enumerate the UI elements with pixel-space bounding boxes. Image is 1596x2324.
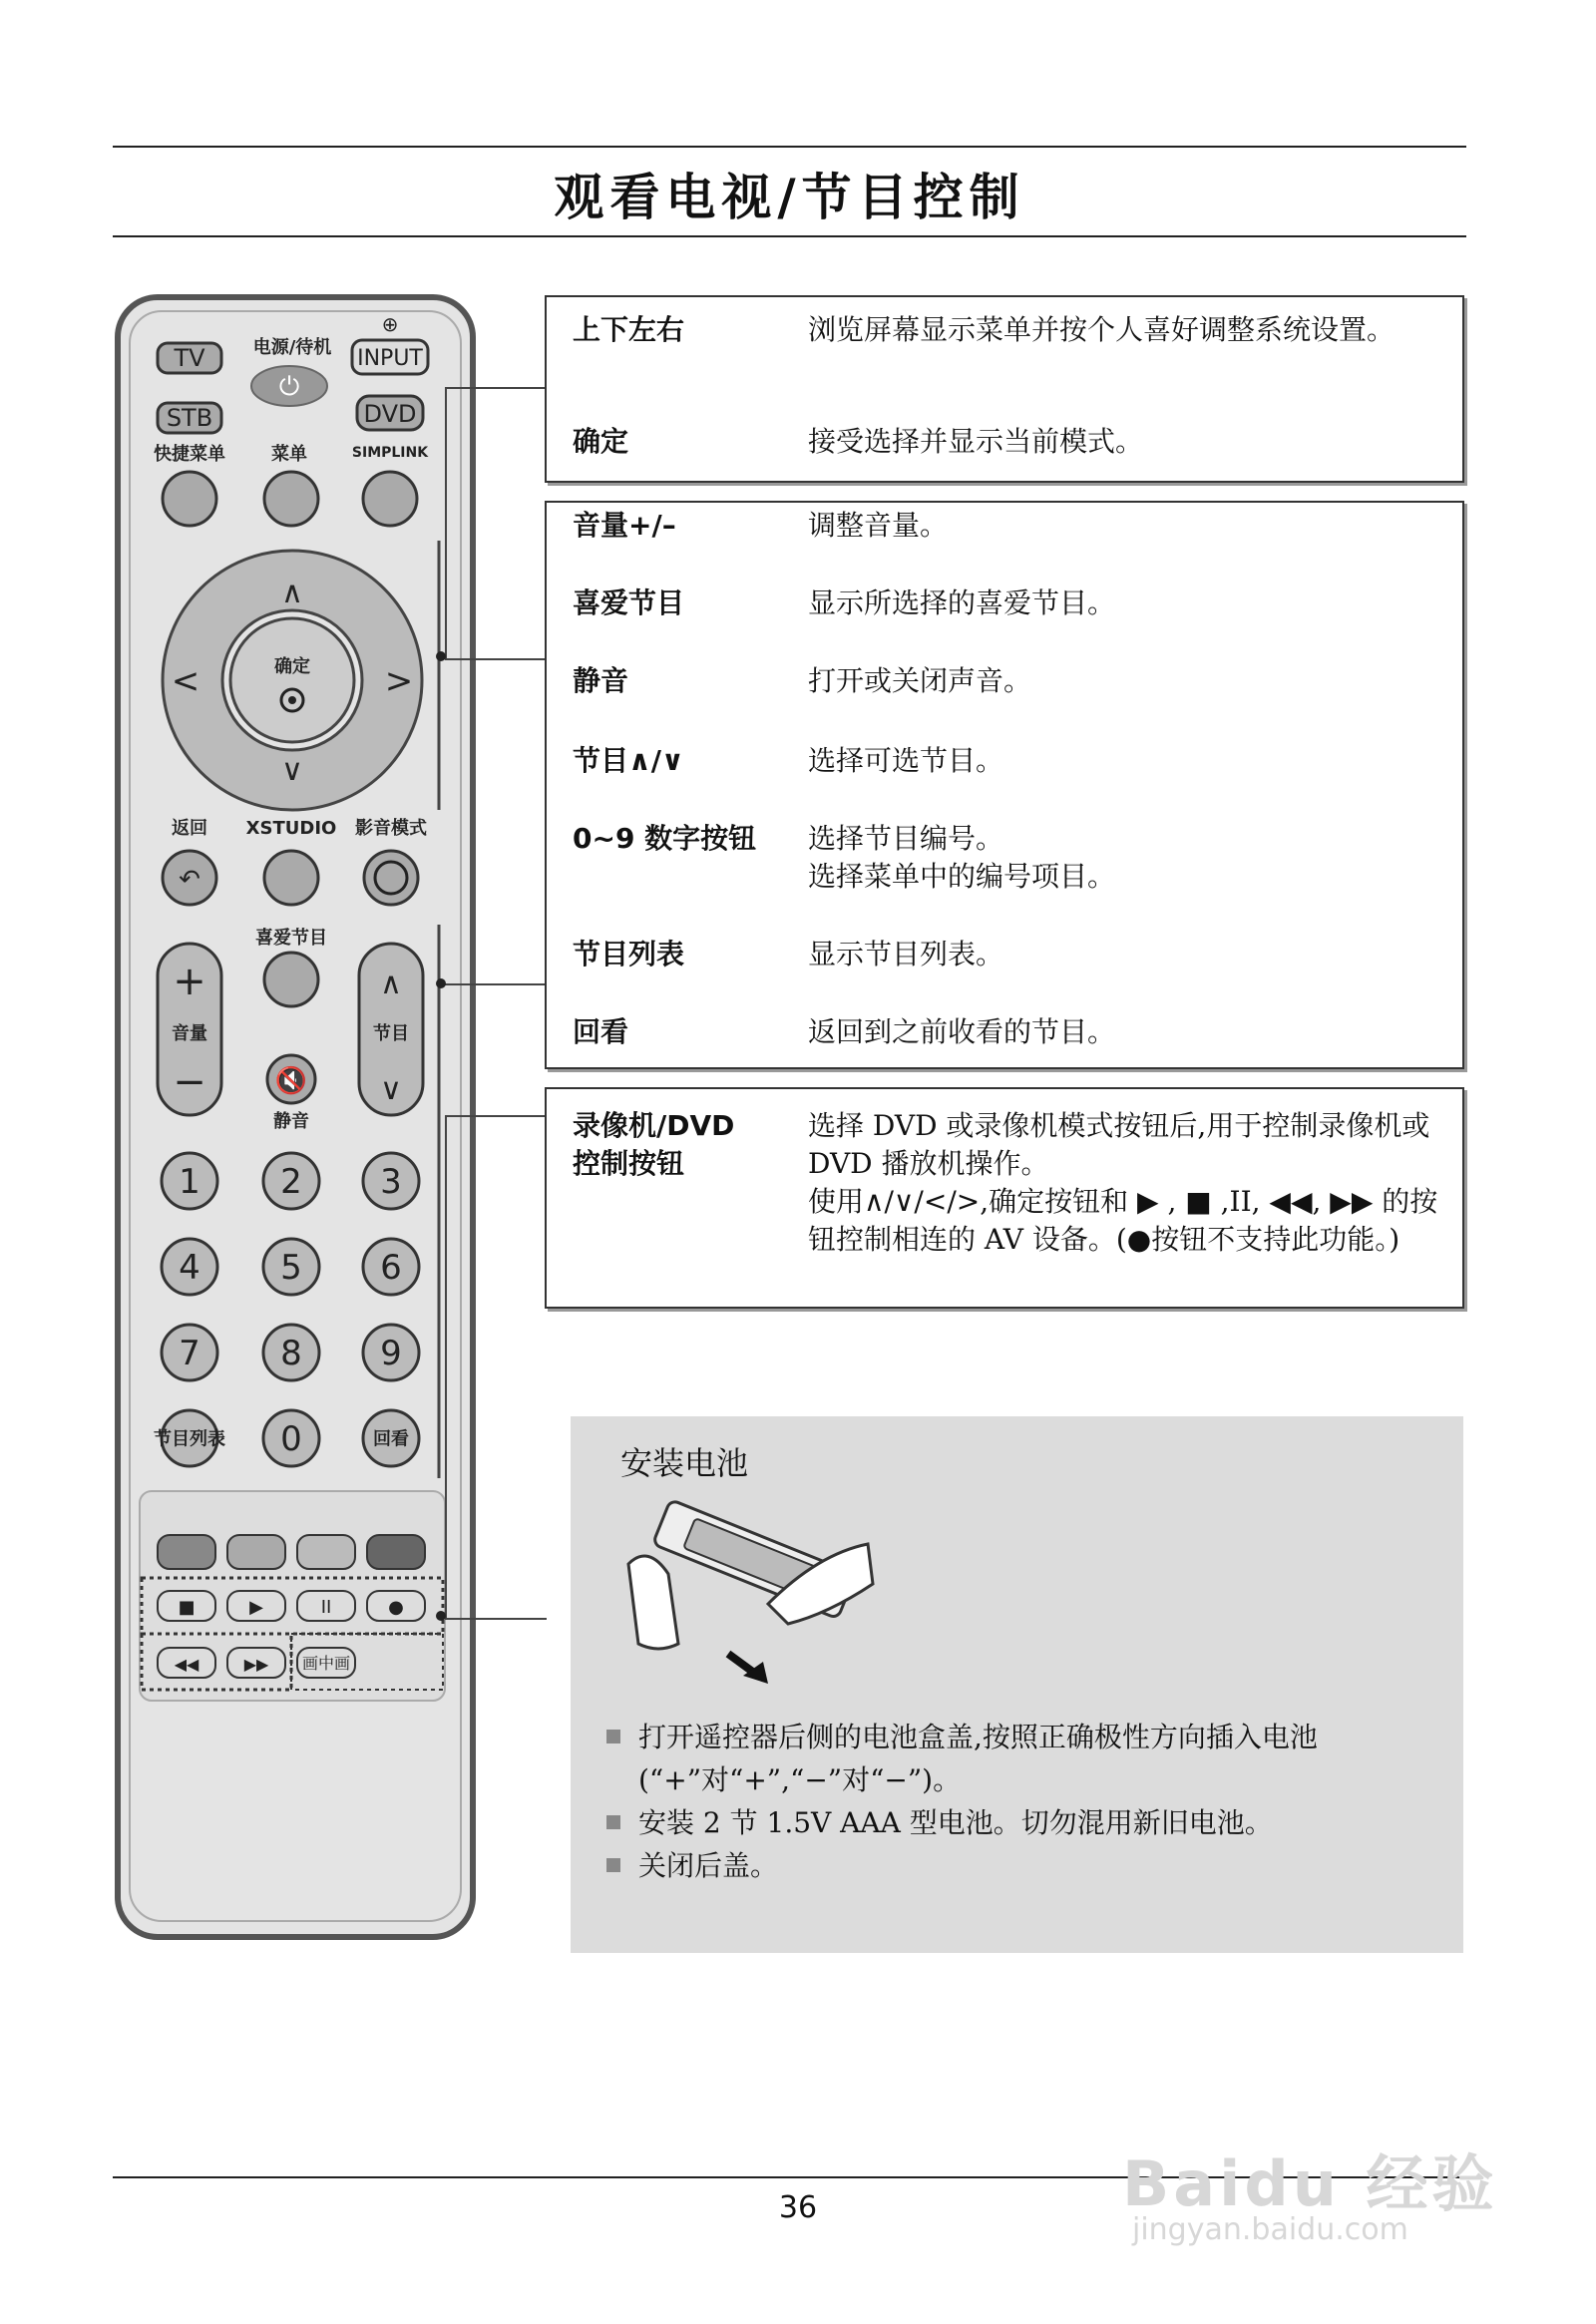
row-desc: 显示节目列表。 <box>808 938 1004 970</box>
left-arrow-icon: < <box>171 661 200 701</box>
tv-keys-box <box>545 501 1464 1069</box>
av-mode-button <box>364 851 418 905</box>
mute-icon: 🔇 <box>274 1066 308 1096</box>
input-label: INPUT <box>357 346 423 371</box>
row-desc-2: 使用∧/∨/</>,确定按钮和 ▶ , ■ ,II, ◀◀, ▶▶ 的按钮控制相连的 AV 设备。(●按钮不支持此功能。) <box>808 1185 1438 1256</box>
battery-install-illustration <box>618 1494 878 1684</box>
connector-dot-volume <box>436 978 446 988</box>
down-arrow-icon: ∨ <box>281 753 303 788</box>
row-desc: 打开或关闭声音。 <box>808 664 1032 697</box>
green-key <box>227 1535 285 1569</box>
row-desc: 浏览屏幕显示菜单并按个人喜好调整系统设置。 <box>808 313 1396 346</box>
digit-0-label: 0 <box>280 1419 302 1460</box>
page-number: 36 <box>778 2190 818 2225</box>
xstudio-label: XSTUDIO <box>245 818 337 839</box>
digit-8-label: 8 <box>280 1334 302 1374</box>
watermark-url: jingyan.baidu.com <box>1132 2212 1408 2247</box>
battery-instructions <box>604 1716 1443 1887</box>
up-arrow-icon: ∧ <box>281 576 303 610</box>
row-desc-2: 选择菜单中的编号项目。 <box>808 860 1116 893</box>
simplink-button <box>363 472 417 526</box>
volume-label: 音量 <box>172 1023 207 1044</box>
digit-6-label: 6 <box>380 1248 402 1289</box>
row-desc: 选择节目编号。 <box>808 822 1004 855</box>
remote-control-illustration <box>110 291 481 1945</box>
power-label: 电源/待机 <box>252 337 332 358</box>
right-arrow-icon: > <box>384 661 414 701</box>
row-desc: 调整音量。 <box>808 509 949 542</box>
digit-9-label: 9 <box>380 1334 402 1374</box>
digit-7-label: 7 <box>179 1334 200 1374</box>
row-term: 节目∧/∨ <box>573 744 684 777</box>
digit-3-label: 3 <box>380 1162 402 1203</box>
digit-1-label: 1 <box>179 1162 200 1203</box>
mute-label: 静音 <box>273 1111 309 1132</box>
row-desc: 显示所选择的喜爱节目。 <box>808 586 1116 619</box>
ok-label: 确定 <box>274 656 310 677</box>
row-term-2: 控制按钮 <box>573 1147 685 1180</box>
row-term: 音量+/– <box>573 509 676 542</box>
program-up-icon: ∧ <box>380 967 402 1001</box>
play-icon: ▶ <box>249 1597 263 1618</box>
simplink-label: SIMPLINK <box>351 445 429 461</box>
av-keys-box <box>545 1087 1464 1309</box>
quick-menu-button <box>163 472 216 526</box>
digit-5-label: 5 <box>280 1248 302 1289</box>
row-term: 确定 <box>573 425 629 458</box>
connector-playback <box>445 1115 547 1620</box>
quick-menu-label: 快捷菜单 <box>154 444 225 465</box>
program-list-label: 节目列表 <box>154 1428 225 1450</box>
menu-label: 菜单 <box>271 444 307 465</box>
stb-label: STB <box>166 404 213 432</box>
program-down-icon: ∨ <box>380 1072 402 1107</box>
xstudio-button <box>264 851 318 905</box>
pause-icon: II <box>320 1597 332 1618</box>
back-icon: ↶ <box>179 865 200 895</box>
title-underline <box>113 235 1466 237</box>
tv-label: TV <box>174 344 205 372</box>
connector-dot-dpad <box>436 651 446 661</box>
connector-dot-playback <box>436 1611 446 1621</box>
battery-title: 安装电池 <box>620 1444 749 1482</box>
row-term: 静音 <box>573 664 629 697</box>
input-icon: ⊕ <box>381 312 399 336</box>
row-desc: 选择可选节目。 <box>808 744 1004 777</box>
pip-label: 画中画 <box>301 1654 351 1673</box>
volume-minus-label: − <box>173 1059 206 1105</box>
digit-4-label: 4 <box>179 1248 200 1289</box>
row-term: 上下左右 <box>573 313 685 346</box>
av-mode-label: 影音模式 <box>355 818 427 839</box>
fav-button <box>264 953 318 1006</box>
top-rule <box>113 146 1466 148</box>
row-desc: 选择 DVD 或录像机模式按钮后,用于控制录像机或 DVD 播放机操作。 <box>808 1109 1430 1180</box>
rewind-icon: ◀◀ <box>174 1655 200 1674</box>
stop-icon: ■ <box>178 1597 196 1618</box>
dvd-label: DVD <box>363 400 417 428</box>
ok-button <box>230 618 354 742</box>
page-title: 观看电视/节目控制 <box>554 169 1025 226</box>
baidu-watermark <box>1122 2105 1551 2264</box>
row-term: 喜爱节目 <box>573 586 685 619</box>
flashback-label: 回看 <box>373 1428 409 1450</box>
yellow-key <box>297 1535 355 1569</box>
row-desc: 返回到之前收看的节目。 <box>808 1015 1116 1048</box>
watermark-logo: Baidu 经验 <box>1122 2147 1498 2220</box>
forward-icon: ▶▶ <box>243 1655 269 1674</box>
row-term: 节目列表 <box>573 938 685 970</box>
row-term: 0~9 数字按钮 <box>573 822 757 855</box>
blue-key <box>367 1535 425 1569</box>
power-icon: ⏻ <box>278 372 300 402</box>
digit-2-label: 2 <box>280 1162 302 1203</box>
record-icon: ● <box>388 1597 404 1618</box>
battery-panel <box>571 1416 1463 1953</box>
connector-volume <box>445 983 545 985</box>
program-label: 节目 <box>373 1023 409 1044</box>
battery-bullet: 安装 2 节 1.5V AAA 型电池。切勿混用新旧电池。 <box>604 1801 1443 1844</box>
row-term: 回看 <box>573 1015 629 1048</box>
row-desc: 接受选择并显示当前模式。 <box>808 425 1144 458</box>
battery-bullet: 打开遥控器后侧的电池盒盖,按照正确极性方向插入电池(“+”对“+”,“−”对“−”)。 <box>604 1716 1443 1801</box>
nav-keys-box <box>545 295 1464 483</box>
red-key <box>158 1535 215 1569</box>
fav-label: 喜爱节目 <box>255 928 327 949</box>
connector-dpad <box>445 387 547 660</box>
back-label: 返回 <box>172 818 207 839</box>
battery-bullet: 关闭后盖。 <box>604 1844 1443 1887</box>
row-term: 录像机/DVD <box>573 1109 735 1142</box>
menu-button <box>264 472 318 526</box>
volume-plus-label: + <box>173 959 206 1004</box>
